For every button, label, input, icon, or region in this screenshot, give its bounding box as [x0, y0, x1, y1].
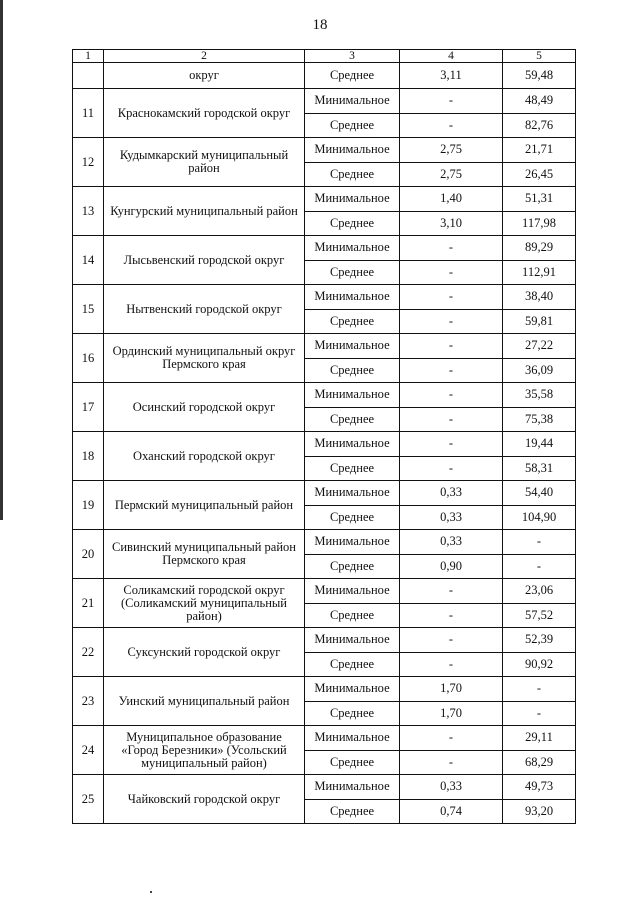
table-row: [73, 726, 576, 751]
header-cell: 5: [503, 50, 576, 63]
value-type-cell: Среднее: [305, 260, 400, 285]
col5-cell: 82,76: [503, 113, 576, 138]
col4-cell: -: [400, 603, 503, 628]
row-number-cell: 16: [73, 334, 104, 383]
territory-name-cell: Краснокамский городской округ: [104, 89, 305, 138]
value-type-cell: Среднее: [305, 505, 400, 530]
header-cell: 4: [400, 50, 503, 63]
table-row: [73, 677, 576, 702]
row-number-cell: 18: [73, 432, 104, 481]
territory-name-cell: Пермский муниципальный район: [104, 481, 305, 530]
col5-cell: 52,39: [503, 628, 576, 653]
table-row: [73, 530, 576, 555]
value-type-cell: Минимальное: [305, 138, 400, 163]
col4-cell: 2,75: [400, 138, 503, 163]
col4-cell: 1,70: [400, 677, 503, 702]
col5-cell: -: [503, 701, 576, 726]
territory-name-cell: Лысьвенский городской округ: [104, 236, 305, 285]
value-type-cell: Минимальное: [305, 726, 400, 751]
table-row: [73, 63, 576, 89]
table-row: [73, 481, 576, 506]
value-type-cell: Среднее: [305, 211, 400, 236]
table-row: [73, 579, 576, 604]
territory-name-cell: Соликамский городской округ (Соликамский муниципальный район): [104, 579, 305, 628]
row-number-cell: 11: [73, 89, 104, 138]
value-type-cell: Среднее: [305, 358, 400, 383]
col5-cell: 27,22: [503, 334, 576, 359]
row-number-cell: 25: [73, 775, 104, 824]
col5-cell: 112,91: [503, 260, 576, 285]
col4-cell: 0,33: [400, 505, 503, 530]
data-table: [72, 49, 576, 824]
table-row: [73, 383, 576, 408]
col5-cell: 75,38: [503, 407, 576, 432]
table-row: [73, 138, 576, 163]
col4-cell: 0,33: [400, 775, 503, 800]
col4-cell: -: [400, 456, 503, 481]
table-row: [73, 432, 576, 457]
col4-cell: -: [400, 285, 503, 310]
col4-cell: -: [400, 334, 503, 359]
col4-cell: 1,70: [400, 701, 503, 726]
value-type-cell: Минимальное: [305, 628, 400, 653]
col4-cell: -: [400, 628, 503, 653]
col4-cell: -: [400, 309, 503, 334]
row-number-cell: 20: [73, 530, 104, 579]
table-row: [73, 89, 576, 114]
col5-cell: 51,31: [503, 187, 576, 212]
col5-cell: 117,98: [503, 211, 576, 236]
value-type-cell: Среднее: [305, 162, 400, 187]
col4-cell: -: [400, 579, 503, 604]
value-type-cell: Среднее: [305, 799, 400, 824]
value-type-cell: Минимальное: [305, 432, 400, 457]
col4-cell: -: [400, 358, 503, 383]
value-type-cell: Минимальное: [305, 285, 400, 310]
table-row: [73, 775, 576, 800]
page-number: 18: [312, 17, 328, 33]
col4-cell: -: [400, 652, 503, 677]
col5-cell: -: [503, 530, 576, 555]
col5-cell: 49,73: [503, 775, 576, 800]
table-row: [73, 236, 576, 261]
scan-speck: [150, 891, 152, 893]
row-number-cell: 15: [73, 285, 104, 334]
value-type-cell: Среднее: [305, 63, 400, 89]
col5-cell: -: [503, 554, 576, 579]
territory-name-cell: Нытвенский городской округ: [104, 285, 305, 334]
value-type-cell: Минимальное: [305, 530, 400, 555]
value-type-cell: Среднее: [305, 113, 400, 138]
col4-cell: -: [400, 383, 503, 408]
territory-name-cell: Сивинский муниципальный район Пермского края: [104, 530, 305, 579]
territory-name-cell: Кудымкарский муниципальный район: [104, 138, 305, 187]
table-row: [73, 628, 576, 653]
col5-cell: 93,20: [503, 799, 576, 824]
territory-name-cell: Осинский городской округ: [104, 383, 305, 432]
col5-cell: 59,48: [503, 63, 576, 89]
col5-cell: 26,45: [503, 162, 576, 187]
header-cell: 1: [73, 50, 104, 63]
value-type-cell: Минимальное: [305, 89, 400, 114]
territory-name-cell: Кунгурский муниципальный район: [104, 187, 305, 236]
col4-cell: -: [400, 432, 503, 457]
value-type-cell: Минимальное: [305, 677, 400, 702]
col4-cell: -: [400, 113, 503, 138]
value-type-cell: Минимальное: [305, 334, 400, 359]
value-type-cell: Минимальное: [305, 481, 400, 506]
col4-cell: 0,33: [400, 481, 503, 506]
row-number-cell: 21: [73, 579, 104, 628]
territory-name-cell: Оханский городской округ: [104, 432, 305, 481]
row-number-cell: [73, 63, 104, 89]
col5-cell: 35,58: [503, 383, 576, 408]
row-number-cell: 19: [73, 481, 104, 530]
header-cell: 3: [305, 50, 400, 63]
row-number-cell: 17: [73, 383, 104, 432]
col5-cell: 89,29: [503, 236, 576, 261]
value-type-cell: Среднее: [305, 701, 400, 726]
value-type-cell: Среднее: [305, 309, 400, 334]
value-type-cell: Среднее: [305, 554, 400, 579]
col5-cell: 54,40: [503, 481, 576, 506]
col5-cell: 36,09: [503, 358, 576, 383]
territory-name-cell: округ: [104, 63, 305, 89]
table-row: [73, 334, 576, 359]
col5-cell: 48,49: [503, 89, 576, 114]
col5-cell: 57,52: [503, 603, 576, 628]
col5-cell: 59,81: [503, 309, 576, 334]
col4-cell: 3,11: [400, 63, 503, 89]
col4-cell: 1,40: [400, 187, 503, 212]
col4-cell: 0,74: [400, 799, 503, 824]
col5-cell: 23,06: [503, 579, 576, 604]
col4-cell: -: [400, 260, 503, 285]
col4-cell: -: [400, 236, 503, 261]
col4-cell: 2,75: [400, 162, 503, 187]
value-type-cell: Минимальное: [305, 775, 400, 800]
col4-cell: -: [400, 750, 503, 775]
row-number-cell: 12: [73, 138, 104, 187]
value-type-cell: Среднее: [305, 603, 400, 628]
col4-cell: -: [400, 726, 503, 751]
value-type-cell: Среднее: [305, 750, 400, 775]
value-type-cell: Минимальное: [305, 383, 400, 408]
table-header-row: [73, 50, 576, 63]
territory-name-cell: Чайковский городской округ: [104, 775, 305, 824]
table-row: [73, 187, 576, 212]
col5-cell: 21,71: [503, 138, 576, 163]
col5-cell: 38,40: [503, 285, 576, 310]
row-number-cell: 14: [73, 236, 104, 285]
col5-cell: 90,92: [503, 652, 576, 677]
col4-cell: -: [400, 89, 503, 114]
value-type-cell: Минимальное: [305, 236, 400, 261]
col4-cell: 3,10: [400, 211, 503, 236]
value-type-cell: Среднее: [305, 407, 400, 432]
territory-name-cell: Уинский муниципальный район: [104, 677, 305, 726]
territory-name-cell: Ординский муниципальный округ Пермского края: [104, 334, 305, 383]
row-number-cell: 24: [73, 726, 104, 775]
value-type-cell: Среднее: [305, 456, 400, 481]
table-row: [73, 285, 576, 310]
col5-cell: 58,31: [503, 456, 576, 481]
row-number-cell: 23: [73, 677, 104, 726]
territory-name-cell: Суксунский городской округ: [104, 628, 305, 677]
row-number-cell: 22: [73, 628, 104, 677]
value-type-cell: Минимальное: [305, 579, 400, 604]
col5-cell: 68,29: [503, 750, 576, 775]
col5-cell: 29,11: [503, 726, 576, 751]
value-type-cell: Среднее: [305, 652, 400, 677]
col4-cell: 0,90: [400, 554, 503, 579]
col5-cell: 104,90: [503, 505, 576, 530]
territory-name-cell: Муниципальное образование «Город Березники» (Усольский муниципальный район): [104, 726, 305, 775]
col5-cell: -: [503, 677, 576, 702]
col4-cell: 0,33: [400, 530, 503, 555]
scan-edge: [0, 0, 3, 520]
row-number-cell: 13: [73, 187, 104, 236]
value-type-cell: Минимальное: [305, 187, 400, 212]
col4-cell: -: [400, 407, 503, 432]
col5-cell: 19,44: [503, 432, 576, 457]
header-cell: 2: [104, 50, 305, 63]
